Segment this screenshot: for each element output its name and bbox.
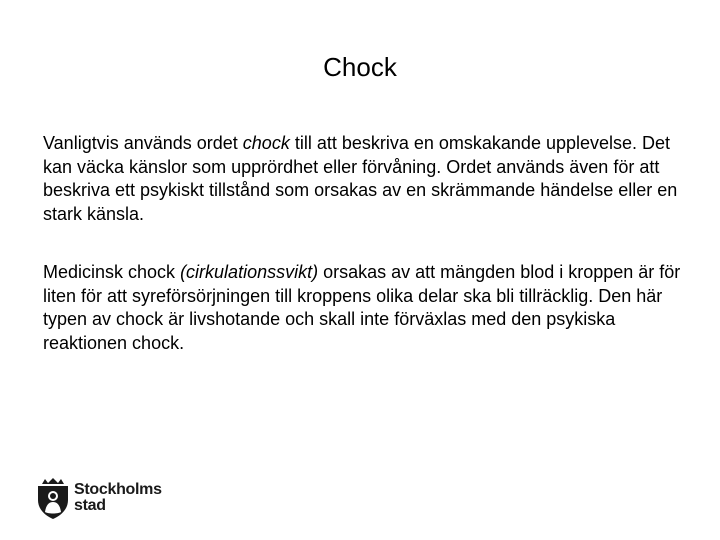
paragraph-definition xyxy=(43,132,693,226)
logo-line-2: stad xyxy=(74,497,106,514)
paragraph-medical-shock xyxy=(43,261,693,355)
logo-line-1: Stockholms xyxy=(74,481,162,498)
paragraph-2-rest: orsakas av att mängden blod i kroppen är för liten för att syreförsörjningen till kroppens olika delar ska bli tillräcklig. Den här typen av chock är livshotande och skall inte förväxlas med den psykiska reaktionen chock. xyxy=(43,262,681,353)
city-crest-icon xyxy=(36,478,70,520)
stockholms-stad-logo xyxy=(36,478,196,522)
paragraph-2-lead: Medicinsk chock xyxy=(43,262,181,282)
paragraph-1-before: Vanligtvis används ordet xyxy=(43,133,243,153)
paragraph-1-after: till att beskriva en omskakande upplevelse. Det kan väcka känslor som upprördhet eller förvåning. Ordet används även för att beskriva ett psykiskt tillstånd som orsakas av en skrämmande händelse eller en stark känsla. xyxy=(43,133,678,224)
logo-wordmark xyxy=(74,482,162,514)
paragraph-2-italic-term: (cirkulationssvikt) xyxy=(180,262,319,282)
slide-title: Chock xyxy=(323,52,397,82)
paragraph-1-italic-word: chock xyxy=(242,133,290,153)
